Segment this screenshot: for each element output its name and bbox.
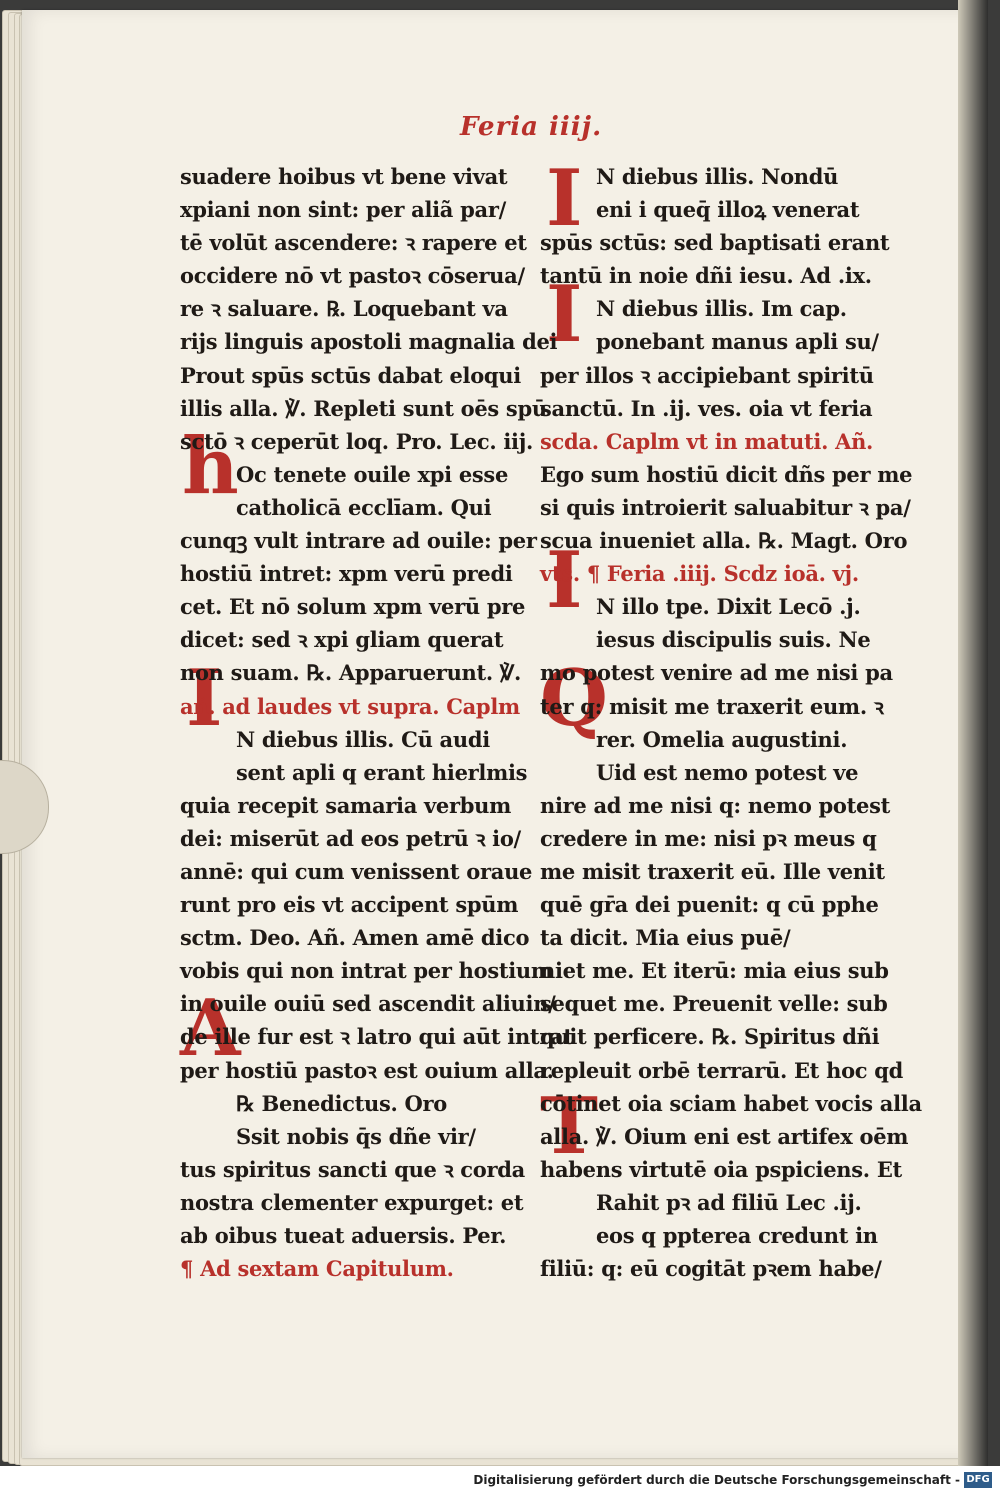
running-header: Feria iiij. xyxy=(460,112,603,142)
text-line: credere in me: nisi pꝛ meus q xyxy=(540,825,877,851)
text-line: in ouile ouiū sed ascendit aliuin/ xyxy=(180,991,556,1017)
text-line: ab oibus tueat aduersis. Per. xyxy=(180,1223,507,1248)
text-line: habens virtutē oia pspiciens. Et xyxy=(540,1156,902,1182)
text-line: Prout spūs sctūs dabat eloqui xyxy=(180,362,521,388)
text-line: tē volūt ascendere: ꝛ rapere et xyxy=(180,230,527,256)
text-line: ℞ Benedictus. Oro xyxy=(236,1090,448,1116)
text-line: eni i queq̄ illoꝝ venerat xyxy=(596,197,860,223)
text-line: alla. ℣. Oium eni est artifex oēm xyxy=(540,1123,909,1149)
text-line: sanctū. In .ij. ves. oia vt feria xyxy=(540,395,873,421)
text-line: tantū in noie dñi iesu. Ad .ix. xyxy=(540,263,872,289)
drop-initial-h: h xyxy=(182,421,239,512)
drop-initial-a: A xyxy=(180,983,241,1074)
text-line: Ego sum hostiū dicit dñs per me xyxy=(540,461,913,487)
text-line: spūs sctūs: sed baptisati erant xyxy=(540,230,890,256)
text-line: nire ad me nisi q: nemo potest xyxy=(540,792,891,818)
text-line: tus spiritus sancti que ꝛ corda xyxy=(180,1156,525,1182)
drop-initial-i: I xyxy=(546,153,583,244)
text-line: quē gr̄a dei puenit: q cū pphe xyxy=(540,892,879,918)
text-line: Oc tenete ouile xpi esse xyxy=(236,461,509,487)
text-line: ter q: misit me traxerit eum. ꝛ xyxy=(540,693,884,719)
text-line: vobis qui non intrat per hostium xyxy=(180,958,553,984)
text-line: sequet me. Preuenit velle: sub xyxy=(540,991,888,1017)
text-line: añ. ad laudes vt supra. Caplm xyxy=(180,693,520,719)
text-line: ta dicit. Mia eius puē/ xyxy=(540,925,791,951)
text-line: hostiū intret: xpm verū predi xyxy=(180,561,513,587)
text-line: quit perficere. ℞. Spiritus dñi xyxy=(540,1024,880,1050)
text-line: suadere hoibus vt bene vivat xyxy=(180,164,508,189)
text-line: dei: miserūt ad eos petrū ꝛ io/ xyxy=(180,825,521,851)
text-line: illis alla. ℣. Repleti sunt oēs spū xyxy=(180,395,547,421)
text-line: sctō ꝛ ceperūt loq. Pro. Lec. iij. xyxy=(180,428,534,454)
text-line: occidere nō vt pastoꝛ cōserua/ xyxy=(180,263,525,289)
text-line: per hostiū pastoꝛ est ouium alla. xyxy=(180,1057,554,1083)
text-line: runt pro eis vt accipent spūm xyxy=(180,892,519,918)
text-line: catholicā ecclīam. Qui xyxy=(236,494,492,520)
page-gutter-edge xyxy=(958,0,988,1466)
text-line: annē: qui cum venissent oraue xyxy=(180,858,533,884)
text-line: niet me. Et iterū: mia eius sub xyxy=(540,958,889,984)
drop-initial-i: I xyxy=(546,535,583,626)
left-text-column xyxy=(180,160,573,1285)
text-line: repleuit orbē terrarū. Et hoc qd xyxy=(540,1057,904,1083)
text-line: iesus discipulis suis. Ne xyxy=(596,627,871,653)
drop-initial-i: I xyxy=(186,653,223,744)
text-line: Uid est nemo potest ve xyxy=(596,759,859,785)
text-line: per illos ꝛ accipiebant spiritū xyxy=(540,362,874,388)
drop-initial-i: I xyxy=(546,269,583,360)
text-line: eos q ppterea credunt in xyxy=(596,1223,878,1248)
funding-credit: Digitalisierung gefördert durch die Deutsche Forschungsgemeinschaft - xyxy=(473,1473,960,1487)
text-line: dicet: sed ꝛ xpi gliam querat xyxy=(180,627,504,653)
text-line: N diebus illis. Cū audi xyxy=(236,726,490,752)
text-line: vts. ¶ Feria .iiij. Scdz ioā. vj. xyxy=(540,561,859,587)
drop-initial-q: Q xyxy=(540,653,608,744)
text-line: mo potest venire ad me nisi pa xyxy=(540,660,893,686)
text-line: sent apli q erant hierlmis xyxy=(236,759,528,785)
text-line: filiū: q: eū cogitāt pꝛem habe/ xyxy=(540,1256,882,1282)
text-line: me misit traxerit eū. Ille venit xyxy=(540,858,885,884)
text-line: re ꝛ saluare. ℞. Loquebant va xyxy=(180,296,508,322)
text-line: Rahit pꝛ ad filiū Lec .ij. xyxy=(596,1189,862,1215)
text-line: Ssit nobis q̄s dñe vir/ xyxy=(236,1123,476,1149)
text-line: rer. Omelia augustini. xyxy=(596,726,848,752)
text-line: ¶ Ad sextam Capitulum. xyxy=(180,1256,454,1282)
right-text-column xyxy=(540,153,922,1285)
text-line: N diebus illis. Im cap. xyxy=(596,296,847,322)
text-line: scda. Caplm vt in matuti. Añ. xyxy=(540,428,874,454)
text-line: nostra clementer expurget: et xyxy=(180,1189,524,1215)
text-line: N diebus illis. Nondū xyxy=(596,164,839,189)
text-line: si quis introierit saluabitur ꝛ pa/ xyxy=(540,494,911,520)
text-line: cunqꝫ vult intrare ad ouile: per xyxy=(180,528,537,554)
drop-initial-t: T xyxy=(540,1081,599,1172)
text-line: de ille fur est ꝛ latro qui aūt intrat xyxy=(180,1024,573,1050)
text-line: cet. Et nō solum xpm verū pre xyxy=(180,594,526,620)
text-line: quia recepit samaria verbum xyxy=(180,792,512,818)
dfg-logo-icon: DFG xyxy=(964,1472,992,1488)
text-line: sctm. Deo. Añ. Amen amē dico xyxy=(180,925,530,951)
digitization-footer xyxy=(0,1466,1000,1496)
text-line: rijs linguis apostoli magnalia dei xyxy=(180,329,558,355)
text-line: cōtinet oia sciam habet vocis alla xyxy=(540,1090,922,1116)
text-line: scua inueniet alla. ℞. Magt. Oro xyxy=(540,528,908,554)
text-line: ponebant manus apli su/ xyxy=(596,329,879,355)
text-line: N illo tpe. Dixit Lecō .j. xyxy=(596,594,861,620)
text-line: non suam. ℞. Apparuerunt. ℣. xyxy=(180,660,522,686)
text-line: xpiani non sint: per aliã par/ xyxy=(180,197,506,223)
